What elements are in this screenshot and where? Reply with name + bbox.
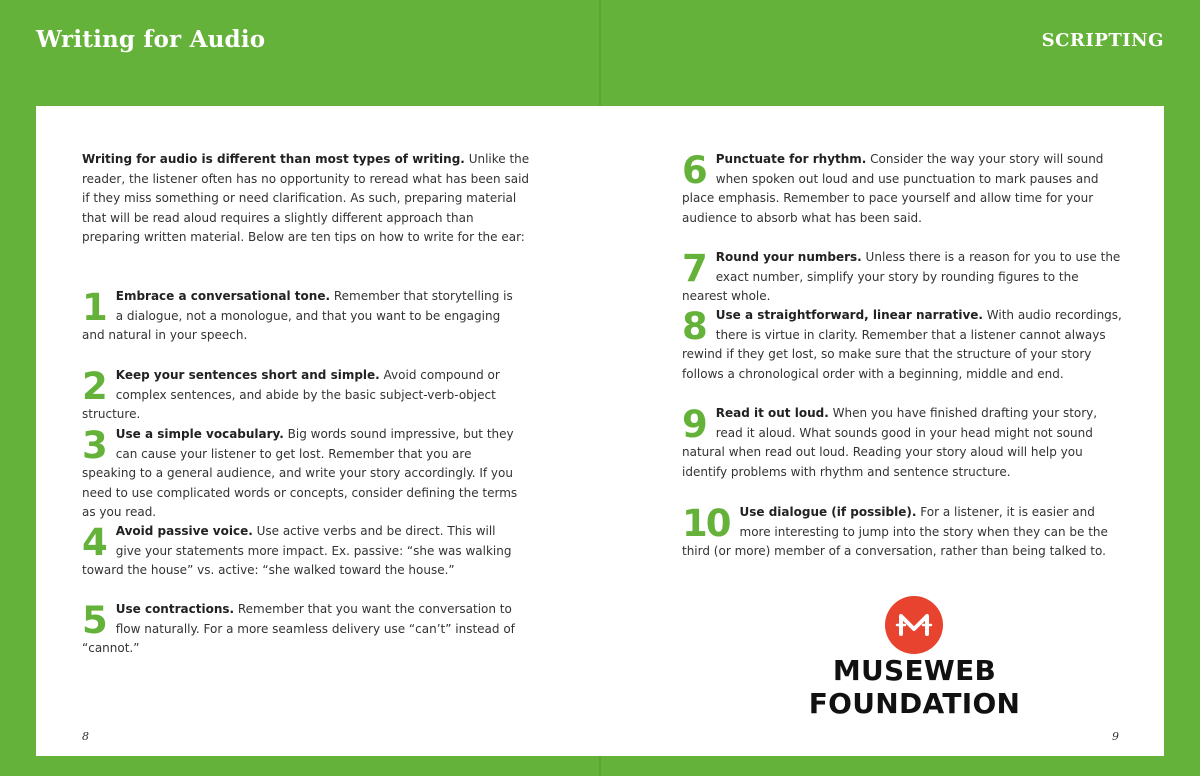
tip-title: Avoid passive voice. <box>115 524 253 538</box>
page-title: Writing for Audio <box>36 26 266 53</box>
museweb-m-icon <box>885 596 943 654</box>
tip-number: 3 <box>82 424 106 467</box>
tip-number: 4 <box>82 521 106 564</box>
intro-paragraph <box>82 150 532 248</box>
tip-text: For a listener, it is easier and more interesting to jump into the story when they can be the third (or more) member of a conversation, rather than being talked to. <box>682 505 1108 559</box>
tip-number: 7 <box>682 247 706 290</box>
intro-lead: Writing for audio is different than most types of writing. <box>82 152 465 166</box>
tip-number: 10 <box>682 502 730 545</box>
logo-wordmark: MUSEWEB FOUNDATION <box>808 654 1021 720</box>
tip-title: Read it out loud. <box>715 406 829 420</box>
tip-number: 2 <box>82 365 106 408</box>
tip-number: 1 <box>82 286 106 329</box>
tip-text: With audio recordings, there is virtue in clarity. Remember that a listener cannot always rewind if they get lost, so make sure that the structure of your story follows a chronological order with a beginning, middle and end. <box>682 308 1122 381</box>
tip-text: Avoid compound or complex sentences, and abide by the basic subject-verb-object structure. <box>82 368 500 422</box>
tip-7 <box>682 248 1122 307</box>
tip-text: Use active verbs and be direct. This will give your statements more impact. Ex. passive: “she was walking toward the house” vs. active: “she walked toward the house.” <box>82 524 512 578</box>
tip-number: 6 <box>682 149 706 192</box>
tip-8 <box>682 306 1122 384</box>
tip-title: Use dialogue (if possible). <box>739 505 917 519</box>
section-label: SCRIPTING <box>1041 30 1164 51</box>
tip-1 <box>82 287 522 346</box>
museweb-logo <box>742 596 1087 720</box>
tip-title: Punctuate for rhythm. <box>715 152 867 166</box>
tip-4 <box>82 522 522 581</box>
tip-3 <box>82 425 522 523</box>
tip-title: Round your numbers. <box>715 250 862 264</box>
tip-6 <box>682 150 1122 228</box>
tip-title: Use a simple vocabulary. <box>115 427 284 441</box>
tip-text: Big words sound impressive, but they can cause your listener to get lost. Remember that you are speaking to a general audience, and write your story accordingly. If you need to use complicated words or concepts, consider defining the terms as you read. <box>82 427 518 520</box>
tip-number: 8 <box>682 305 706 348</box>
tip-number: 9 <box>682 403 706 446</box>
tip-title: Use a straightforward, linear narrative. <box>715 308 983 322</box>
tip-text: Unless there is a reason for you to use the exact number, simplify your story by rounding figures to the nearest whole. <box>682 250 1121 304</box>
tip-5 <box>82 600 522 659</box>
tip-title: Keep your sentences short and simple. <box>115 368 380 382</box>
tip-10 <box>682 503 1122 562</box>
tip-text: When you have finished drafting your story, read it aloud. What sounds good in your head might not sound natural when read out loud. Reading your story aloud will help you identify problems with rhythm and sentence structure. <box>682 406 1098 479</box>
tip-2 <box>82 366 522 425</box>
intro-body: Unlike the reader, the listener often has no opportunity to reread what has been said if they miss something or need clarification. As such, preparing material that will be read aloud requires a slightly different approach than preparing written material. Below are ten tips on how to write for the ear: <box>82 152 530 245</box>
tip-9 <box>682 404 1122 482</box>
tip-title: Embrace a conversational tone. <box>115 289 331 303</box>
page-number-left: 8 <box>82 730 89 743</box>
tip-text: Remember that you want the conversation to flow naturally. For a more seamless delivery use “can’t” instead of “cannot.” <box>82 602 515 656</box>
tip-title: Use contractions. <box>115 602 235 616</box>
tip-text: Consider the way your story will sound when spoken out loud and use punctuation to mark pauses and place emphasis. Remember to pace yourself and allow time for your audience to absorb what has been said. <box>682 152 1104 225</box>
tip-text: Remember that storytelling is a dialogue, not a monologue, and that you want to be engaging and natural in your speech. <box>82 289 513 343</box>
page-number-right: 9 <box>1112 730 1119 743</box>
tip-number: 5 <box>82 599 106 642</box>
